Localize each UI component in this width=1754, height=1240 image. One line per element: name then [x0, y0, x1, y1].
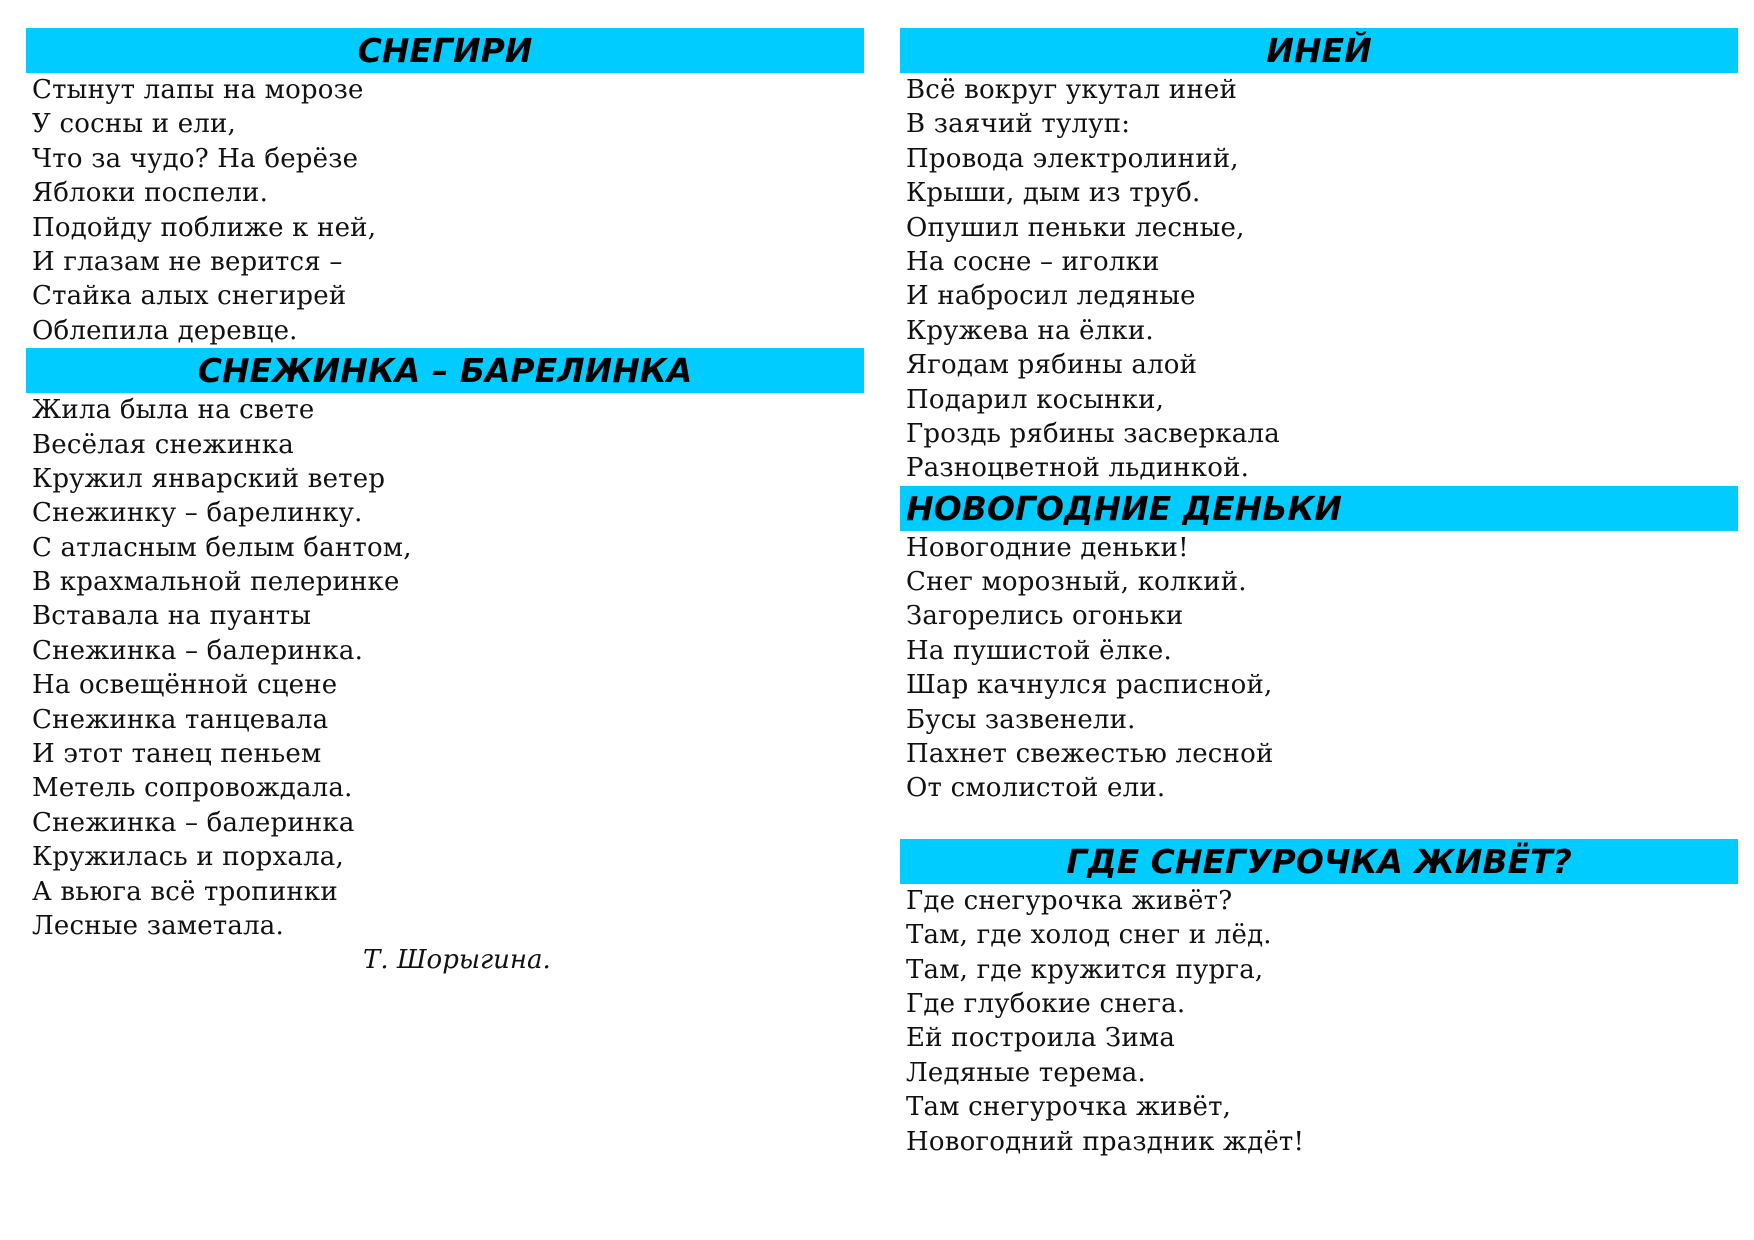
- poem-line: Где глубокие снега.: [906, 988, 1186, 1019]
- poem-line: Снег морозный, колкий.: [906, 567, 1247, 598]
- poem-lines: [900, 73, 1738, 486]
- poem-line: С атласным белым бантом,: [32, 532, 412, 563]
- poem-line: Вставала на пуанты: [32, 601, 312, 632]
- poem-line: Ягодам рябины алой: [906, 350, 1198, 381]
- poem-line: Метель сопровождала.: [32, 773, 353, 804]
- poem-line: Подойду поближе к ней,: [32, 212, 377, 243]
- poem-line: В заячий тулуп:: [906, 109, 1131, 140]
- poem-line: Снежинку – барелинку.: [32, 498, 363, 529]
- poem-line: Кружева на ёлки.: [906, 315, 1154, 346]
- poem-line: Провода электролиний,: [906, 143, 1239, 174]
- poem-line: Где снегурочка живёт?: [906, 885, 1233, 916]
- poem-line: И этот танец пеньем: [32, 739, 322, 770]
- poem-author: Т. Шорыгина.: [363, 945, 551, 976]
- left-column: [26, 28, 864, 977]
- poem-lines: [26, 73, 864, 348]
- poem-novogodnie-denki: [900, 486, 1738, 806]
- poem-line: А вьюга всё тропинки: [32, 876, 338, 907]
- poem-line: Там, где кружится пурга,: [906, 954, 1264, 985]
- poem-line: Снежинка – балеринка: [32, 807, 355, 838]
- poem-line: И набросил ледяные: [906, 281, 1196, 312]
- poem-line: На пушистой ёлке.: [906, 635, 1172, 666]
- poem-line: Бусы зазвенели.: [906, 704, 1136, 735]
- poem-line: Снежинка – балеринка.: [32, 635, 364, 666]
- poem-title: ГДЕ СНЕГУРОЧКА ЖИВЁТ?: [900, 839, 1738, 884]
- poem-line: Яблоки поспели.: [32, 178, 269, 209]
- poem-line: Крыши, дым из труб.: [906, 178, 1201, 209]
- poem-lines: [26, 393, 864, 943]
- poem-line: Кружилась и порхала,: [32, 842, 344, 873]
- poem-line: На сосне – иголки: [906, 246, 1160, 277]
- poem-title: СНЕГИРИ: [26, 28, 864, 73]
- poem-snezhinka: [26, 348, 864, 977]
- poem-line: Стайка алых снегирей: [32, 281, 347, 312]
- poem-line: От смолистой ели.: [906, 773, 1166, 804]
- poem-line: Лесные заметала.: [32, 910, 284, 941]
- poem-line: Стынут лапы на морозе: [32, 75, 364, 105]
- poem-lines: [900, 531, 1738, 806]
- poem-title: СНЕЖИНКА – БАРЕЛИНКА: [26, 348, 864, 393]
- poem-line: На освещённой сцене: [32, 670, 338, 701]
- poem-line: Всё вокруг укутал иней: [906, 75, 1237, 105]
- poem-title: ИНЕЙ: [900, 28, 1738, 73]
- poem-line: Облепила деревце.: [32, 315, 298, 346]
- poem-line: Ей построила Зима: [906, 1023, 1176, 1054]
- poem-line: Разноцветной льдинкой.: [906, 453, 1250, 484]
- poem-line: Шар качнулся расписной,: [906, 670, 1273, 701]
- spacer: [900, 806, 1738, 839]
- poem-line: У сосны и ели,: [32, 109, 237, 140]
- poem-line: В крахмальной пелеринке: [32, 567, 400, 598]
- poem-line: Там снегурочка живёт,: [906, 1092, 1232, 1123]
- poem-line: Ледяные терема.: [906, 1057, 1146, 1088]
- poem-line: Новогодние деньки!: [906, 532, 1189, 563]
- poem-line: И глазам не верится –: [32, 246, 343, 277]
- poem-lines: [900, 884, 1738, 1159]
- poem-gde-snegurochka: [900, 839, 1738, 1159]
- poem-line: Пахнет свежестью лесной: [906, 739, 1274, 770]
- poem-title: НОВОГОДНИЕ ДЕНЬКИ: [900, 486, 1738, 531]
- poem-line: Гроздь рябины засверкала: [906, 418, 1280, 449]
- poem-line: Снежинка танцевала: [32, 704, 329, 735]
- poem-line: Загорелись огоньки: [906, 601, 1184, 632]
- right-column: [900, 28, 1738, 1159]
- poem-line: Там, где холод снег и лёд.: [906, 920, 1272, 951]
- poem-snegiri: [26, 28, 864, 348]
- poem-line: Опушил пеньки лесные,: [906, 212, 1245, 243]
- poem-iney: [900, 28, 1738, 486]
- poem-line: Жила была на свете: [32, 395, 315, 426]
- poem-line: Что за чудо? На берёзе: [32, 143, 359, 174]
- poem-line: Кружил январский ветер: [32, 463, 386, 494]
- poem-line: Новогодний праздник ждёт!: [906, 1126, 1305, 1157]
- poem-line: Подарил косынки,: [906, 384, 1165, 415]
- poem-line: Весёлая снежинка: [32, 429, 294, 460]
